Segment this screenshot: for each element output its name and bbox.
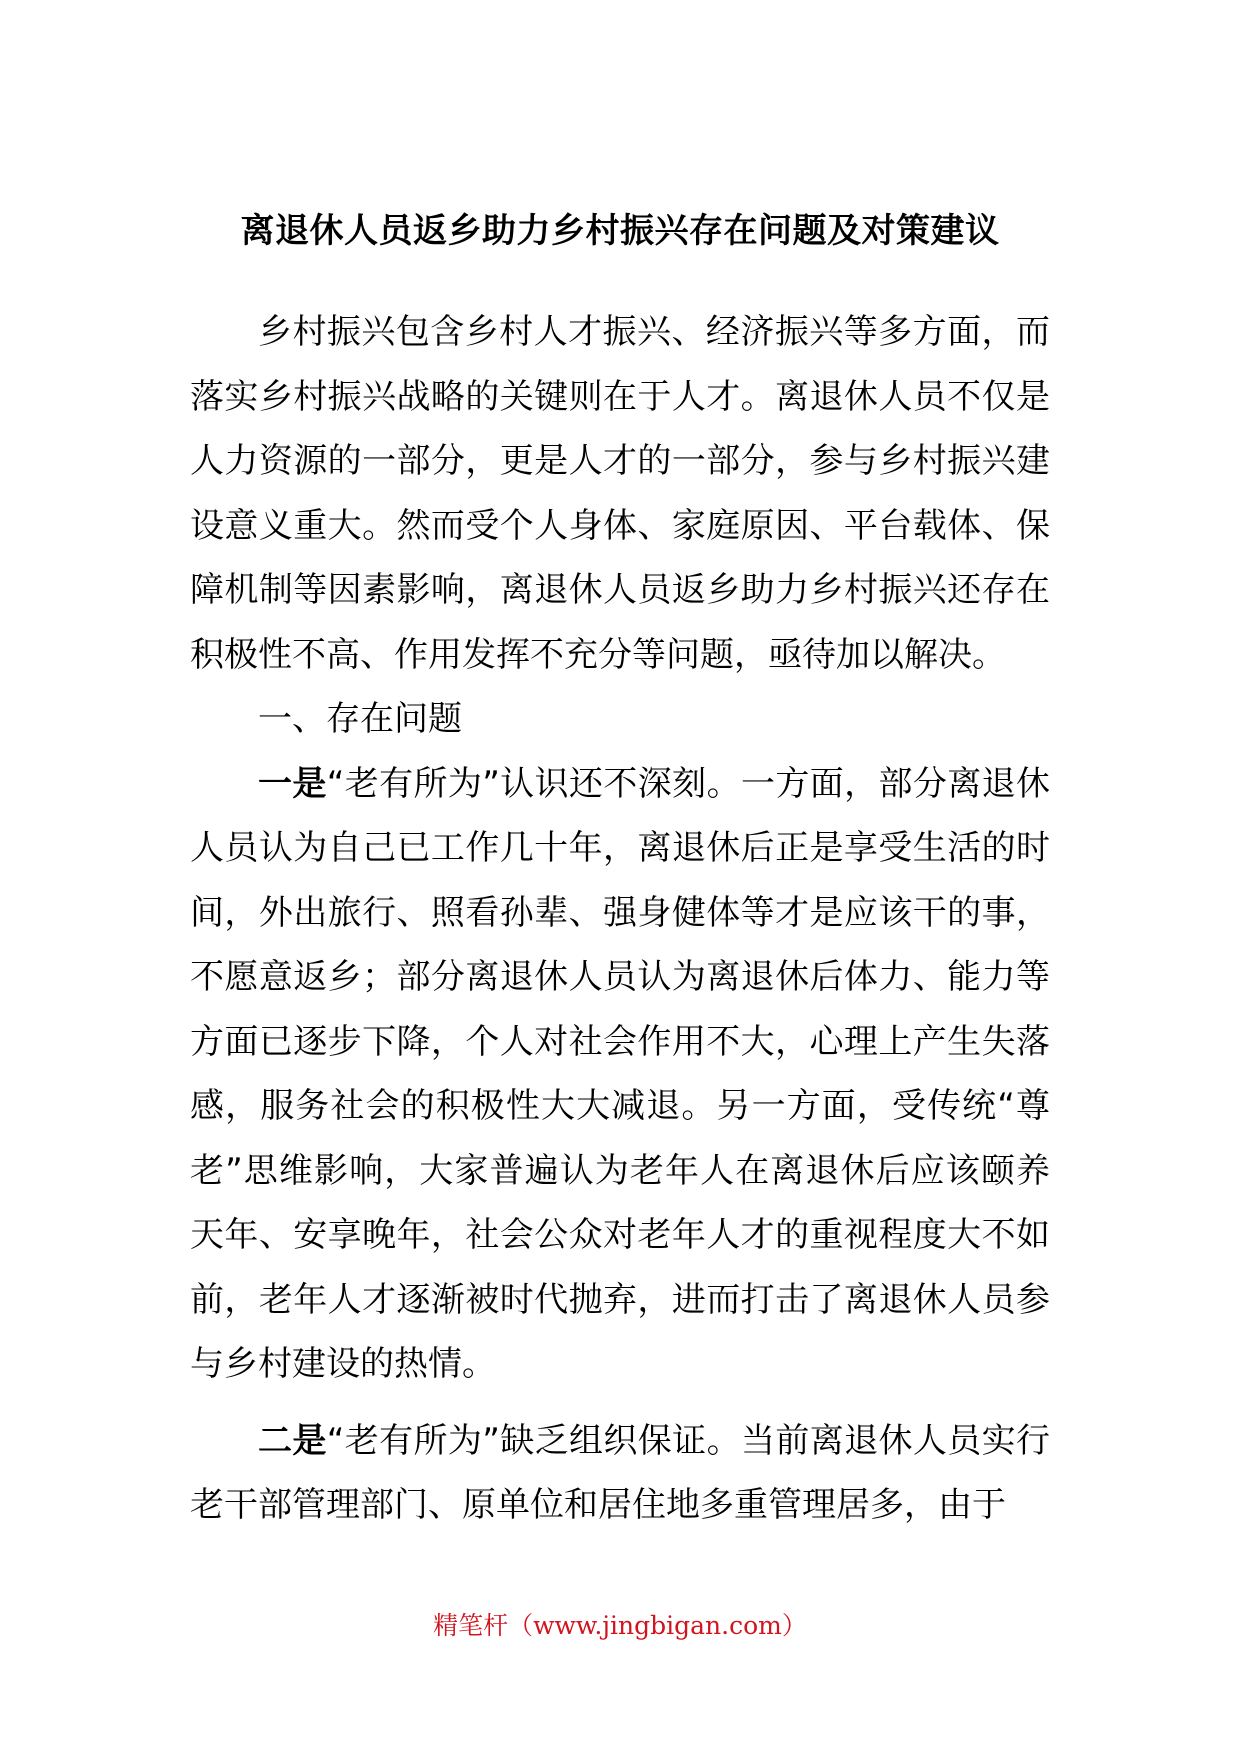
paragraph-point-one bbox=[190, 752, 1050, 1397]
section-heading-problems bbox=[190, 687, 1050, 752]
paragraph-intro bbox=[190, 300, 1050, 687]
document-body bbox=[190, 300, 1050, 1538]
document-title: 离退休人员返乡助力乡村振兴存在问题及对策建议 bbox=[240, 211, 1000, 251]
paragraph-spacer bbox=[190, 1397, 1050, 1409]
footer-watermark[interactable]: 精笔杆（www.jingbigan.com） bbox=[433, 1611, 807, 1640]
paragraph-text: 乡村振兴包含乡村人才振兴、经济振兴等多方面，而落实乡村振兴战略的关键则在于人才。离退休人员不仅是人力资源的一部分，更是人才的一部分，参与乡村振兴建设意义重大。然而受个人身体、家庭原因、平台载体、保障机制等因素影响，离退休人员返乡助力乡村振兴还存在积极性不高、作用发挥不充分等问题，亟待加以解决。 bbox=[190, 312, 1050, 675]
paragraph-point-two bbox=[190, 1409, 1050, 1538]
paragraph-text: “老有所为”缺乏组织保证。当前离退休人员实行老干部管理部门、原单位和居住地多重管理居多，由于 bbox=[190, 1420, 1050, 1525]
paragraph-text: 一、存在问题 bbox=[258, 699, 462, 739]
paragraph-text: “老有所为”认识还不深刻。一方面，部分离退休人员认为自己已工作几十年，离退休后正是享受生活的时间，外出旅行、照看孙辈、强身健体等才是应该干的事，不愿意返乡；部分离退休人员认为离退休后体力、能力等方面已逐步下降，个人对社会作用不大，心理上产生失落感，服务社会的积极性大大减退。另一方面，受传统“尊老”思维影响，大家普遍认为老年人在离退休后应该颐养天年、安享晚年，社会公众对老年人才的重视程度大不如前，老年人才逐渐被时代抛弃，进而打击了离退休人员参与乡村建设的热情。 bbox=[190, 763, 1050, 1384]
paragraph-lead: 二是 bbox=[258, 1420, 327, 1461]
paragraph-lead: 一是 bbox=[258, 763, 327, 804]
